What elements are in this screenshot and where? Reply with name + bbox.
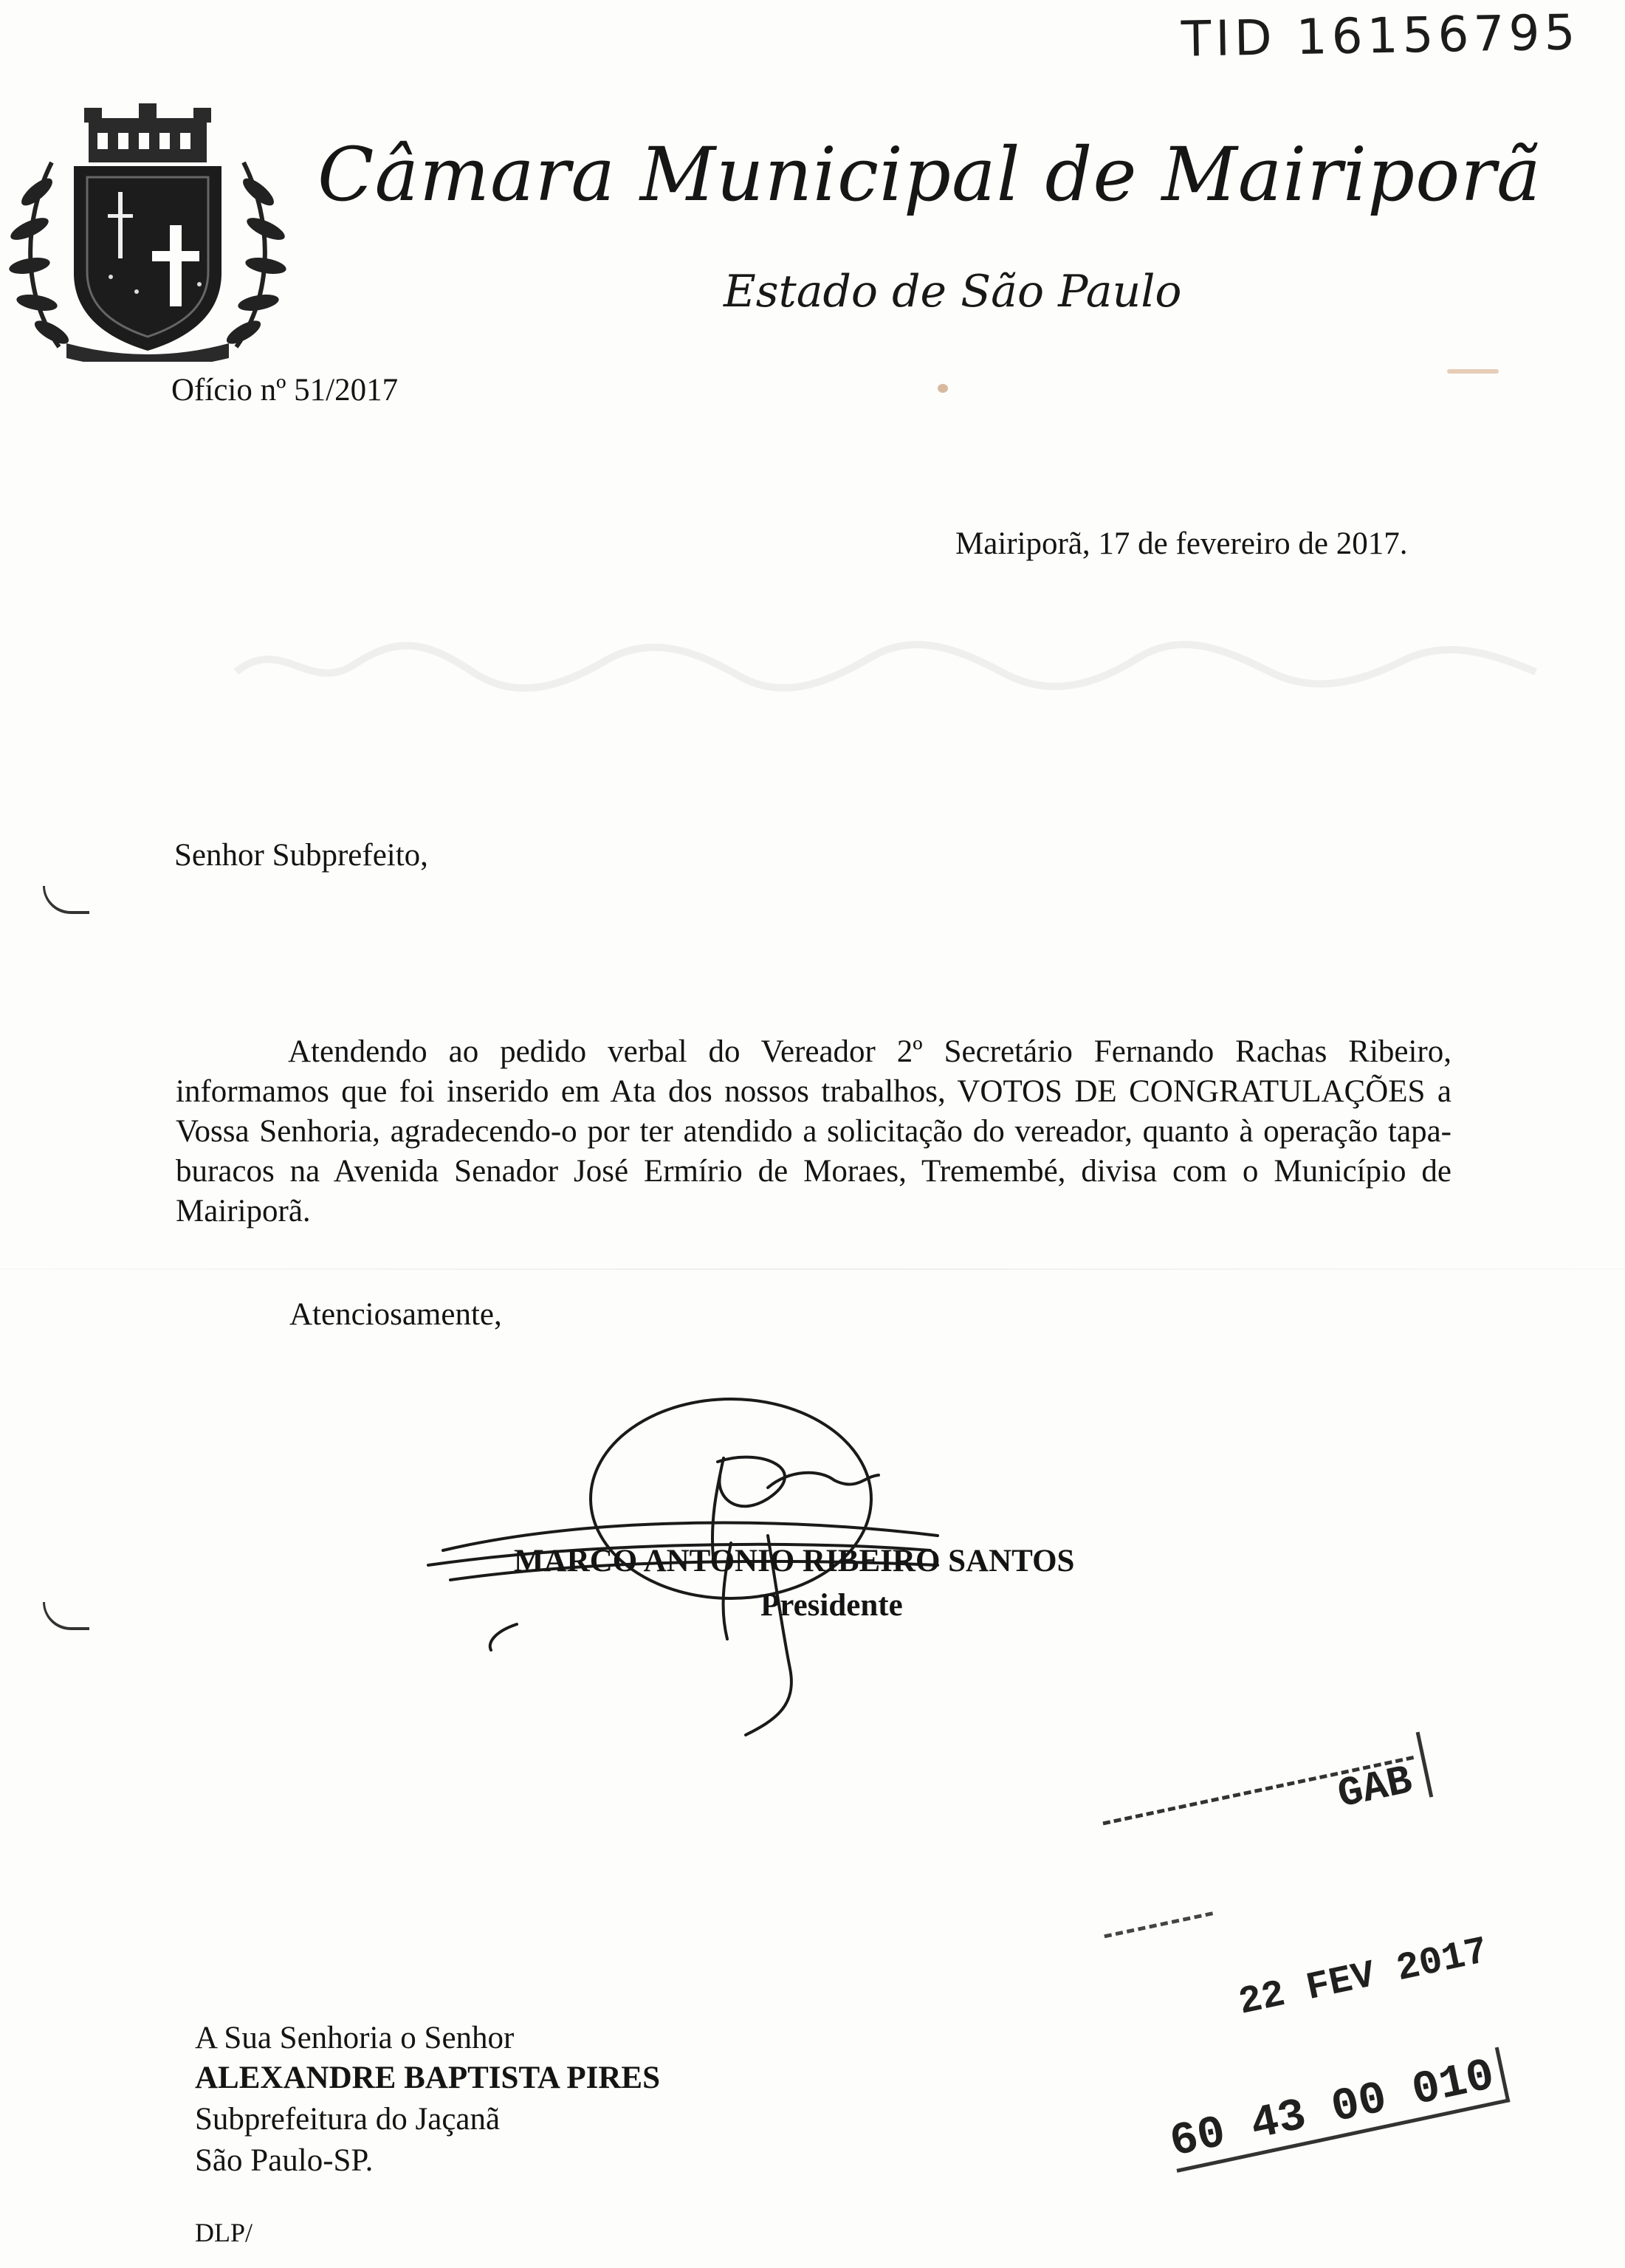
punch-hole-mark (43, 886, 89, 914)
footer-reference: DLP/ (195, 2218, 253, 2247)
place-date: Mairiporã, 17 de fevereiro de 2017. (955, 526, 1408, 561)
ink-smudge (938, 384, 948, 393)
closing: Atenciosamente, (289, 1297, 502, 1332)
addressee-name: ALEXANDRE BAPTISTA PIRES (195, 2061, 661, 2095)
addressee-organization: Subprefeitura do Jaçanã (195, 2102, 501, 2137)
salutation: Senhor Subprefeito, (174, 838, 428, 873)
office-number: Ofício nº 51/2017 (171, 373, 399, 408)
stamp-number: 60 43 00 010 (1166, 2047, 1511, 2173)
addressee-city: São Paulo-SP. (195, 2143, 374, 2178)
signatory-role: Presidente (760, 1588, 903, 1623)
tid-annotation: TID 16156795 (1181, 4, 1581, 68)
receipt-stamp (1053, 1707, 1590, 2221)
addressee-intro: A Sua Senhoria o Senhor (195, 2021, 515, 2055)
signatory-name: MARCO ANTONIO RIBEIRO SANTOS (514, 1544, 1075, 1578)
stamp-office: GAB (1333, 1756, 1417, 1819)
ink-smudge (1447, 369, 1499, 374)
stamp-fragment (1098, 1883, 1213, 1938)
state-subtitle: Estado de São Paulo (724, 266, 1182, 317)
show-through-marks (221, 620, 1550, 709)
letter-body (176, 1032, 1451, 1231)
stamp-border-right (1416, 1732, 1434, 1798)
paper-fold-line (0, 1268, 1625, 1270)
institution-title: Câmara Municipal de Mairiporã (317, 131, 1542, 218)
punch-hole-mark (43, 1602, 89, 1630)
stamp-date: 22 FEV 2017 (1234, 1929, 1492, 2025)
letter-body-text: Atendendo ao pedido verbal do Vereador 2º Secretário Fernando Rachas Ribeiro, informamos que foi inserido em Ata dos nossos trabalhos, VOTOS DE CONGRATULAÇÕES a Vossa Senhoria, agradecendo-o por ter atendido a solicitação do vereador, quanto à operação tapa-buracos na Avenida Senador José Ermírio de Moraes, Tremembé, divisa com o Município de Mairiporã. (176, 1034, 1451, 1228)
coat-of-arms-emblem (7, 103, 288, 362)
